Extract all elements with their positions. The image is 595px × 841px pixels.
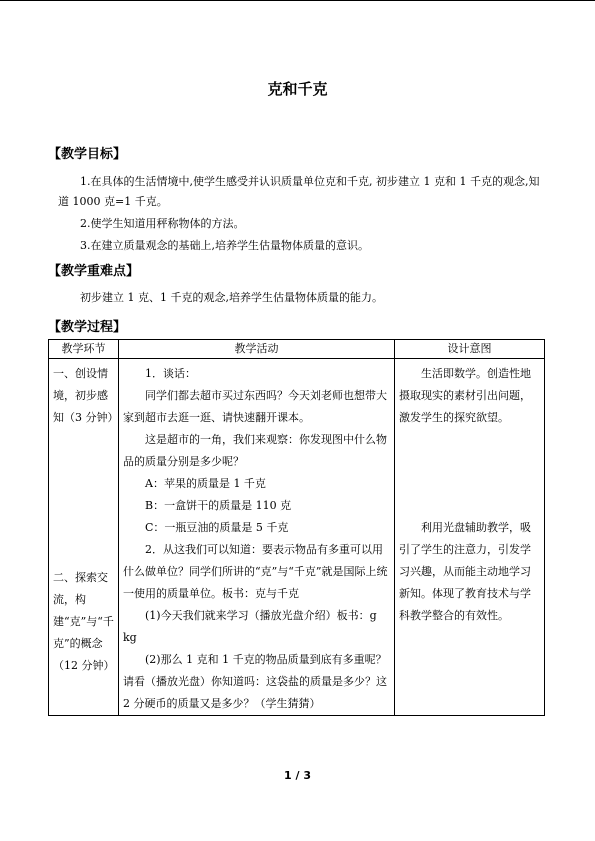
stage-2: 二、探索交流，构建“克”与“千克”的概念（12 分钟） [53, 571, 115, 672]
keypoints-text: 初步建立 1 克、1 千克的观念,培养学生估量物体质量的能力。 [80, 291, 383, 304]
intent-cell [395, 359, 545, 716]
stage-cell [49, 359, 119, 716]
page-title: 克和千克 [267, 80, 328, 98]
activity-talk: 1．谈话： [145, 367, 196, 380]
table-header-row [49, 340, 545, 359]
activity-biscuit: B：一盒饼干的质量是 110 克 [145, 499, 292, 512]
intent-2: 利用光盘辅助教学，吸引了学生的注意力，引发学习兴趣，从而能主动地学习新知。体现了教育技术与学科教学整合的有效性。 [399, 521, 531, 622]
keypoints-heading: 【教学重难点】 [48, 264, 140, 279]
table-row [49, 359, 545, 716]
goals-heading: 【教学目标】 [48, 147, 127, 162]
activity-apple: A：苹果的质量是 1 千克 [145, 477, 266, 490]
process-heading: 【教学过程】 [48, 320, 127, 335]
goal-2: 2.使学生知道用秤称物体的方法。 [80, 217, 245, 230]
activity-units: 2．从这我们可以知道：要表示物品有多重可以用什么做单位？同学们所讲的“克”与“千克”就是国际上统一使用的质量单位。板书：克与千克 [123, 543, 388, 600]
goal-1: 1.在具体的生活情境中,使学生感受并认识质量单位克和千克, 初步建立 1 克和 1 千克的观念,知道 1000 克=1 千克。 [58, 175, 540, 208]
header-intent: 设计意图 [395, 340, 545, 359]
intent-1: 生活即数学。创造性地摄取现实的素材引出问题，激发学生的探究欲望。 [399, 367, 531, 424]
stage-1: 一、创设情境，初步感知（3 分钟） [53, 367, 119, 424]
goal-3: 3.在建立质量观念的基础上,培养学生估量物体质量的意识。 [80, 239, 369, 252]
activity-weigh-question: (2)那么 1 克和 1 千克的物品质量到底有多重呢？请看（播放光盘）你知道吗：这袋盐的质量是多少？这 2 分硬币的质量又是多少？（学生猜猜） [123, 653, 387, 710]
activity-observe: 这是超市的一角，我们来观察：你发现图中什么物品的质量分别是多少呢？ [123, 433, 387, 468]
activity-oil: C：一瓶豆油的质量是 5 千克 [145, 521, 289, 534]
page-number: 1 / 3 [284, 769, 311, 782]
activity-disc-intro: (1)今天我们就来学习（播放光盘介绍）板书：g kg [123, 609, 392, 644]
activity-cell [119, 359, 395, 716]
lesson-table [48, 339, 545, 716]
activity-supermarket: 同学们都去超市买过东西吗？今天刘老师也想带大家到超市去逛一逛、请快速翻开课本。 [123, 389, 387, 424]
top-rule [0, 0, 595, 1]
header-stage: 教学环节 [49, 340, 119, 359]
header-activity: 教学活动 [119, 340, 395, 359]
